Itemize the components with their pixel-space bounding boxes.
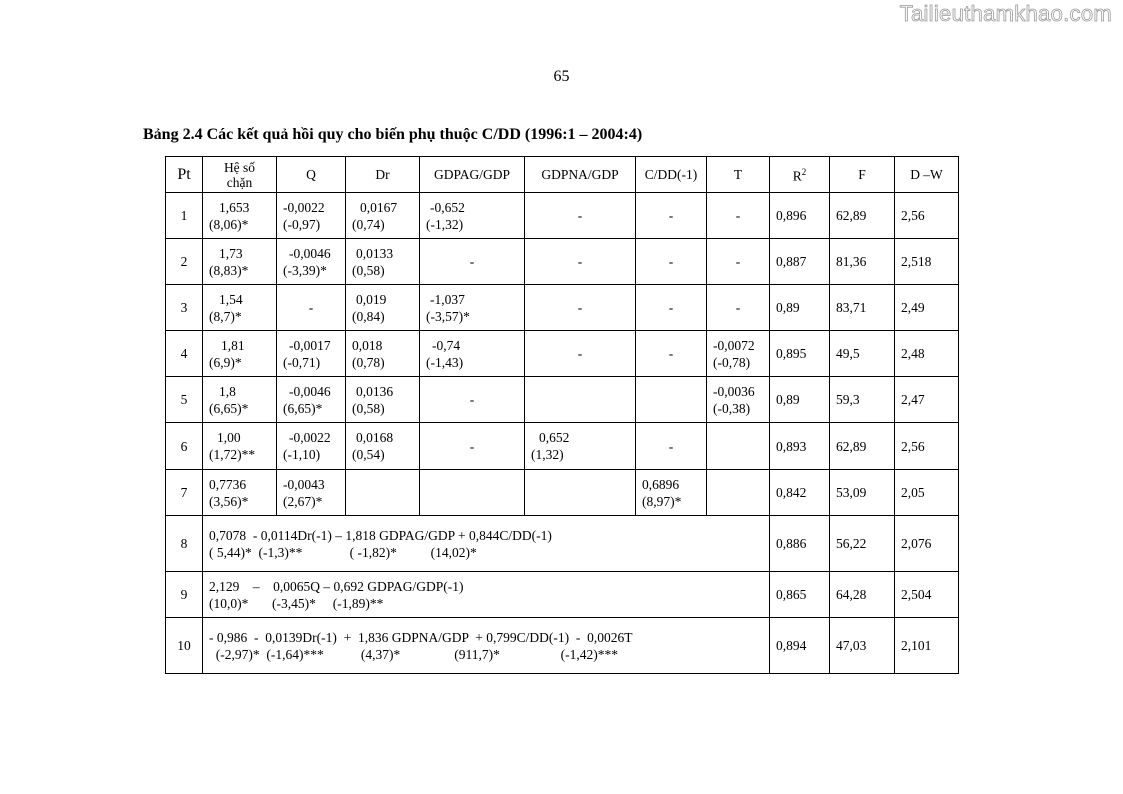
header-intercept-line2: chặn — [226, 174, 253, 190]
r-squared-cell: 0,842 — [770, 470, 830, 516]
dr-cell-stat: (0,78) — [352, 354, 385, 370]
header-intercept — [203, 157, 277, 193]
intercept-cell — [203, 423, 277, 470]
dr-cell-coef: 0,018 — [352, 337, 383, 353]
dr-cell — [346, 377, 420, 423]
t-cell — [707, 377, 770, 423]
intercept-cell-coef: 1,00 — [217, 430, 241, 445]
dw-cell: 2,47 — [895, 377, 959, 423]
intercept-cell-coef: 1,81 — [221, 337, 245, 353]
gdpna-cell: - — [525, 239, 636, 285]
q-cell-stat: (2,67)* — [283, 493, 323, 509]
dr-cell — [346, 239, 420, 285]
gdpag-cell-stat: (-1,43) — [426, 354, 464, 370]
gdpna-cell: - — [525, 285, 636, 331]
gdpna-cell — [525, 423, 636, 470]
q-cell — [277, 239, 346, 285]
dr-cell — [346, 193, 420, 239]
equation-row — [166, 572, 959, 618]
f-cell: 47,03 — [830, 618, 895, 674]
dr-cell-coef: 0,0168 — [356, 430, 394, 445]
equation-cell — [203, 572, 770, 618]
dr-cell-stat: (0,58) — [352, 400, 385, 416]
r-squared-cell: 0,89 — [770, 377, 830, 423]
q-cell: - — [277, 285, 346, 331]
q-cell — [277, 193, 346, 239]
t-cell — [707, 423, 770, 470]
intercept-cell-stat: (8,83)* — [209, 262, 249, 278]
header-f: F — [830, 157, 895, 193]
page-number: 65 — [553, 68, 570, 85]
header-q: Q — [277, 157, 346, 193]
dr-cell-coef: 0,019 — [356, 291, 387, 307]
row-number: 10 — [166, 618, 203, 674]
dr-cell-stat: (0,74) — [352, 216, 385, 232]
intercept-cell-coef: 1,73 — [219, 245, 243, 261]
equation-stats-line: (10,0)* (-3,45)* (-1,89)** — [209, 595, 384, 611]
q-cell-stat: (6,65)* — [283, 400, 323, 416]
header-t: T — [707, 157, 770, 193]
intercept-cell — [203, 193, 277, 239]
dr-cell-coef: 0,0136 — [356, 383, 394, 399]
gdpag-cell — [420, 470, 525, 516]
row-number: 9 — [166, 572, 203, 618]
gdpag-cell-coef: -0,652 — [430, 199, 465, 215]
header-intercept-line1: Hệ số — [223, 159, 256, 175]
dw-cell: 2,56 — [895, 193, 959, 239]
header-gdpag: GDPAG/GDP — [420, 157, 525, 193]
gdpag-cell-coef: -0,74 — [432, 337, 461, 353]
dr-cell — [346, 423, 420, 470]
header-r: R — [792, 168, 802, 184]
table-header-row — [166, 157, 959, 193]
row-number: 7 — [166, 470, 203, 516]
table-caption: Bảng 2.4 Các kết quả hồi quy cho biến phụ thuộc C/DD (1996:1 – 2004:4) — [143, 126, 643, 143]
table-row — [166, 377, 959, 423]
gdpna-cell: - — [525, 193, 636, 239]
row-number: 6 — [166, 423, 203, 470]
t-cell: - — [707, 285, 770, 331]
intercept-cell-stat: (8,7)* — [209, 308, 242, 324]
table-row — [166, 331, 959, 377]
cdd-cell: - — [636, 423, 707, 470]
table-row — [166, 423, 959, 470]
f-cell: 56,22 — [830, 516, 895, 572]
dr-cell-stat: (0,54) — [352, 447, 385, 462]
gdpag-cell-stat: (-1,32) — [426, 216, 464, 232]
table-row — [166, 285, 959, 331]
header-dr: Dr — [346, 157, 420, 193]
dw-cell: 2,518 — [895, 239, 959, 285]
equation-line: - 0,986 - 0,0139Dr(-1) + 1,836 GDPNA/GDP + 0,799C/DD(-1) - 0,0026T — [209, 629, 633, 645]
row-number: 8 — [166, 516, 203, 572]
table-row — [166, 470, 959, 516]
gdpag-cell-stat: (-3,57)* — [426, 308, 470, 324]
f-cell: 62,89 — [830, 423, 895, 470]
dw-cell: 2,504 — [895, 572, 959, 618]
t-cell — [707, 470, 770, 516]
header-gdpna: GDPNA/GDP — [525, 157, 636, 193]
q-cell-stat: (-0,71) — [283, 354, 321, 370]
dr-cell — [346, 285, 420, 331]
t-cell: - — [707, 239, 770, 285]
dr-cell-stat: (0,84) — [352, 308, 385, 324]
q-cell — [277, 423, 346, 470]
gdpag-cell — [420, 285, 525, 331]
table-row — [166, 193, 959, 239]
t-cell-coef: -0,0072 — [713, 337, 755, 353]
intercept-cell-stat: (1,72)** — [209, 447, 256, 462]
header-r-sup: 2 — [801, 167, 807, 178]
q-cell — [277, 331, 346, 377]
dw-cell: 2,076 — [895, 516, 959, 572]
intercept-cell — [203, 239, 277, 285]
intercept-cell — [203, 470, 277, 516]
dr-cell-coef: 0,0167 — [360, 199, 398, 215]
q-cell-coef: -0,0046 — [289, 383, 331, 399]
cdd-cell-coef: 0,6896 — [642, 476, 680, 492]
cdd-cell: - — [636, 285, 707, 331]
t-cell-stat: (-0,78) — [713, 354, 751, 370]
gdpag-cell: - — [420, 239, 525, 285]
t-cell — [707, 331, 770, 377]
dw-cell: 2,05 — [895, 470, 959, 516]
row-number: 2 — [166, 239, 203, 285]
q-cell — [277, 377, 346, 423]
r-squared-cell: 0,89 — [770, 285, 830, 331]
gdpag-cell-coef: -1,037 — [430, 291, 465, 307]
intercept-cell-coef: 0,7736 — [209, 476, 247, 492]
r-squared-cell: 0,886 — [770, 516, 830, 572]
gdpag-cell — [420, 331, 525, 377]
q-cell-stat: (-0,97) — [283, 216, 321, 232]
q-cell-coef: -0,0046 — [289, 245, 331, 261]
f-cell: 59,3 — [830, 377, 895, 423]
f-cell: 62,89 — [830, 193, 895, 239]
equation-row — [166, 618, 959, 674]
gdpna-cell — [525, 377, 636, 423]
dr-cell — [346, 470, 420, 516]
dw-cell: 2,48 — [895, 331, 959, 377]
row-number: 1 — [166, 193, 203, 239]
row-number: 4 — [166, 331, 203, 377]
q-cell — [277, 470, 346, 516]
intercept-cell — [203, 331, 277, 377]
q-cell-coef: -0,0017 — [289, 337, 331, 353]
gdpna-cell: - — [525, 331, 636, 377]
header-pt: Pt — [166, 157, 203, 193]
r-squared-cell: 0,896 — [770, 193, 830, 239]
f-cell: 81,36 — [830, 239, 895, 285]
gdpag-cell: - — [420, 423, 525, 470]
r-squared-cell: 0,887 — [770, 239, 830, 285]
f-cell: 83,71 — [830, 285, 895, 331]
intercept-cell-stat: (3,56)* — [209, 493, 249, 509]
header-cdd: C/DD(-1) — [636, 157, 707, 193]
r-squared-cell: 0,893 — [770, 423, 830, 470]
t-cell-stat: (-0,38) — [713, 400, 751, 416]
dw-cell: 2,56 — [895, 423, 959, 470]
equation-line: 0,7078 - 0,0114Dr(-1) – 1,818 GDPAG/GDP + 0,844C/DD(-1) — [209, 527, 552, 543]
q-cell-stat: (-3,39)* — [283, 262, 327, 278]
gdpna-cell — [525, 470, 636, 516]
cdd-cell — [636, 377, 707, 423]
f-cell: 53,09 — [830, 470, 895, 516]
intercept-cell-coef: 1,8 — [219, 383, 236, 399]
r-squared-cell: 0,865 — [770, 572, 830, 618]
dr-cell-coef: 0,0133 — [356, 245, 394, 261]
q-cell-coef: -0,0022 — [289, 430, 331, 445]
gdpag-cell: - — [420, 377, 525, 423]
r-squared-cell: 0,894 — [770, 618, 830, 674]
gdpna-cell-stat: (1,32) — [531, 447, 564, 462]
t-cell-coef: -0,0036 — [713, 383, 755, 399]
dr-cell-stat: (0,58) — [352, 262, 385, 278]
row-number: 5 — [166, 377, 203, 423]
cdd-cell — [636, 470, 707, 516]
equation-stats-line: (-2,97)* (-1,64)*** (4,37)* (911,7)* (-1,42)*** — [209, 646, 618, 662]
intercept-cell — [203, 285, 277, 331]
cdd-cell: - — [636, 193, 707, 239]
equation-stats-line: ( 5,44)* (-1,3)** ( -1,82)* (14,02)* — [209, 544, 477, 560]
dw-cell: 2,49 — [895, 285, 959, 331]
f-cell: 49,5 — [830, 331, 895, 377]
t-cell: - — [707, 193, 770, 239]
equation-line: 2,129 – 0,0065Q – 0,692 GDPAG/GDP(-1) — [209, 578, 464, 594]
r-squared-cell: 0,895 — [770, 331, 830, 377]
cdd-cell: - — [636, 239, 707, 285]
cdd-cell: - — [636, 331, 707, 377]
dw-cell: 2,101 — [895, 618, 959, 674]
q-cell-coef: -0,0022 — [283, 199, 325, 215]
gdpna-cell-coef: 0,652 — [539, 430, 570, 445]
equation-cell — [203, 516, 770, 572]
intercept-cell-stat: (6,65)* — [209, 400, 249, 416]
intercept-cell-coef: 1,653 — [219, 199, 250, 215]
cdd-cell-stat: (8,97)* — [642, 493, 682, 509]
row-number: 3 — [166, 285, 203, 331]
gdpag-cell — [420, 193, 525, 239]
dr-cell — [346, 331, 420, 377]
equation-row — [166, 516, 959, 572]
f-cell: 64,28 — [830, 572, 895, 618]
header-r-squared — [770, 157, 830, 193]
intercept-cell — [203, 377, 277, 423]
q-cell-coef: -0,0043 — [283, 476, 325, 492]
table-row — [166, 239, 959, 285]
intercept-cell-stat: (6,9)* — [209, 354, 242, 370]
intercept-cell-coef: 1,54 — [219, 291, 243, 307]
watermark: Tailieuthamkhao.com — [899, 1, 1112, 26]
q-cell-stat: (-1,10) — [283, 447, 321, 462]
header-dw: D –W — [895, 157, 959, 193]
regression-table — [165, 156, 959, 674]
equation-cell — [203, 618, 770, 674]
intercept-cell-stat: (8,06)* — [209, 216, 249, 232]
